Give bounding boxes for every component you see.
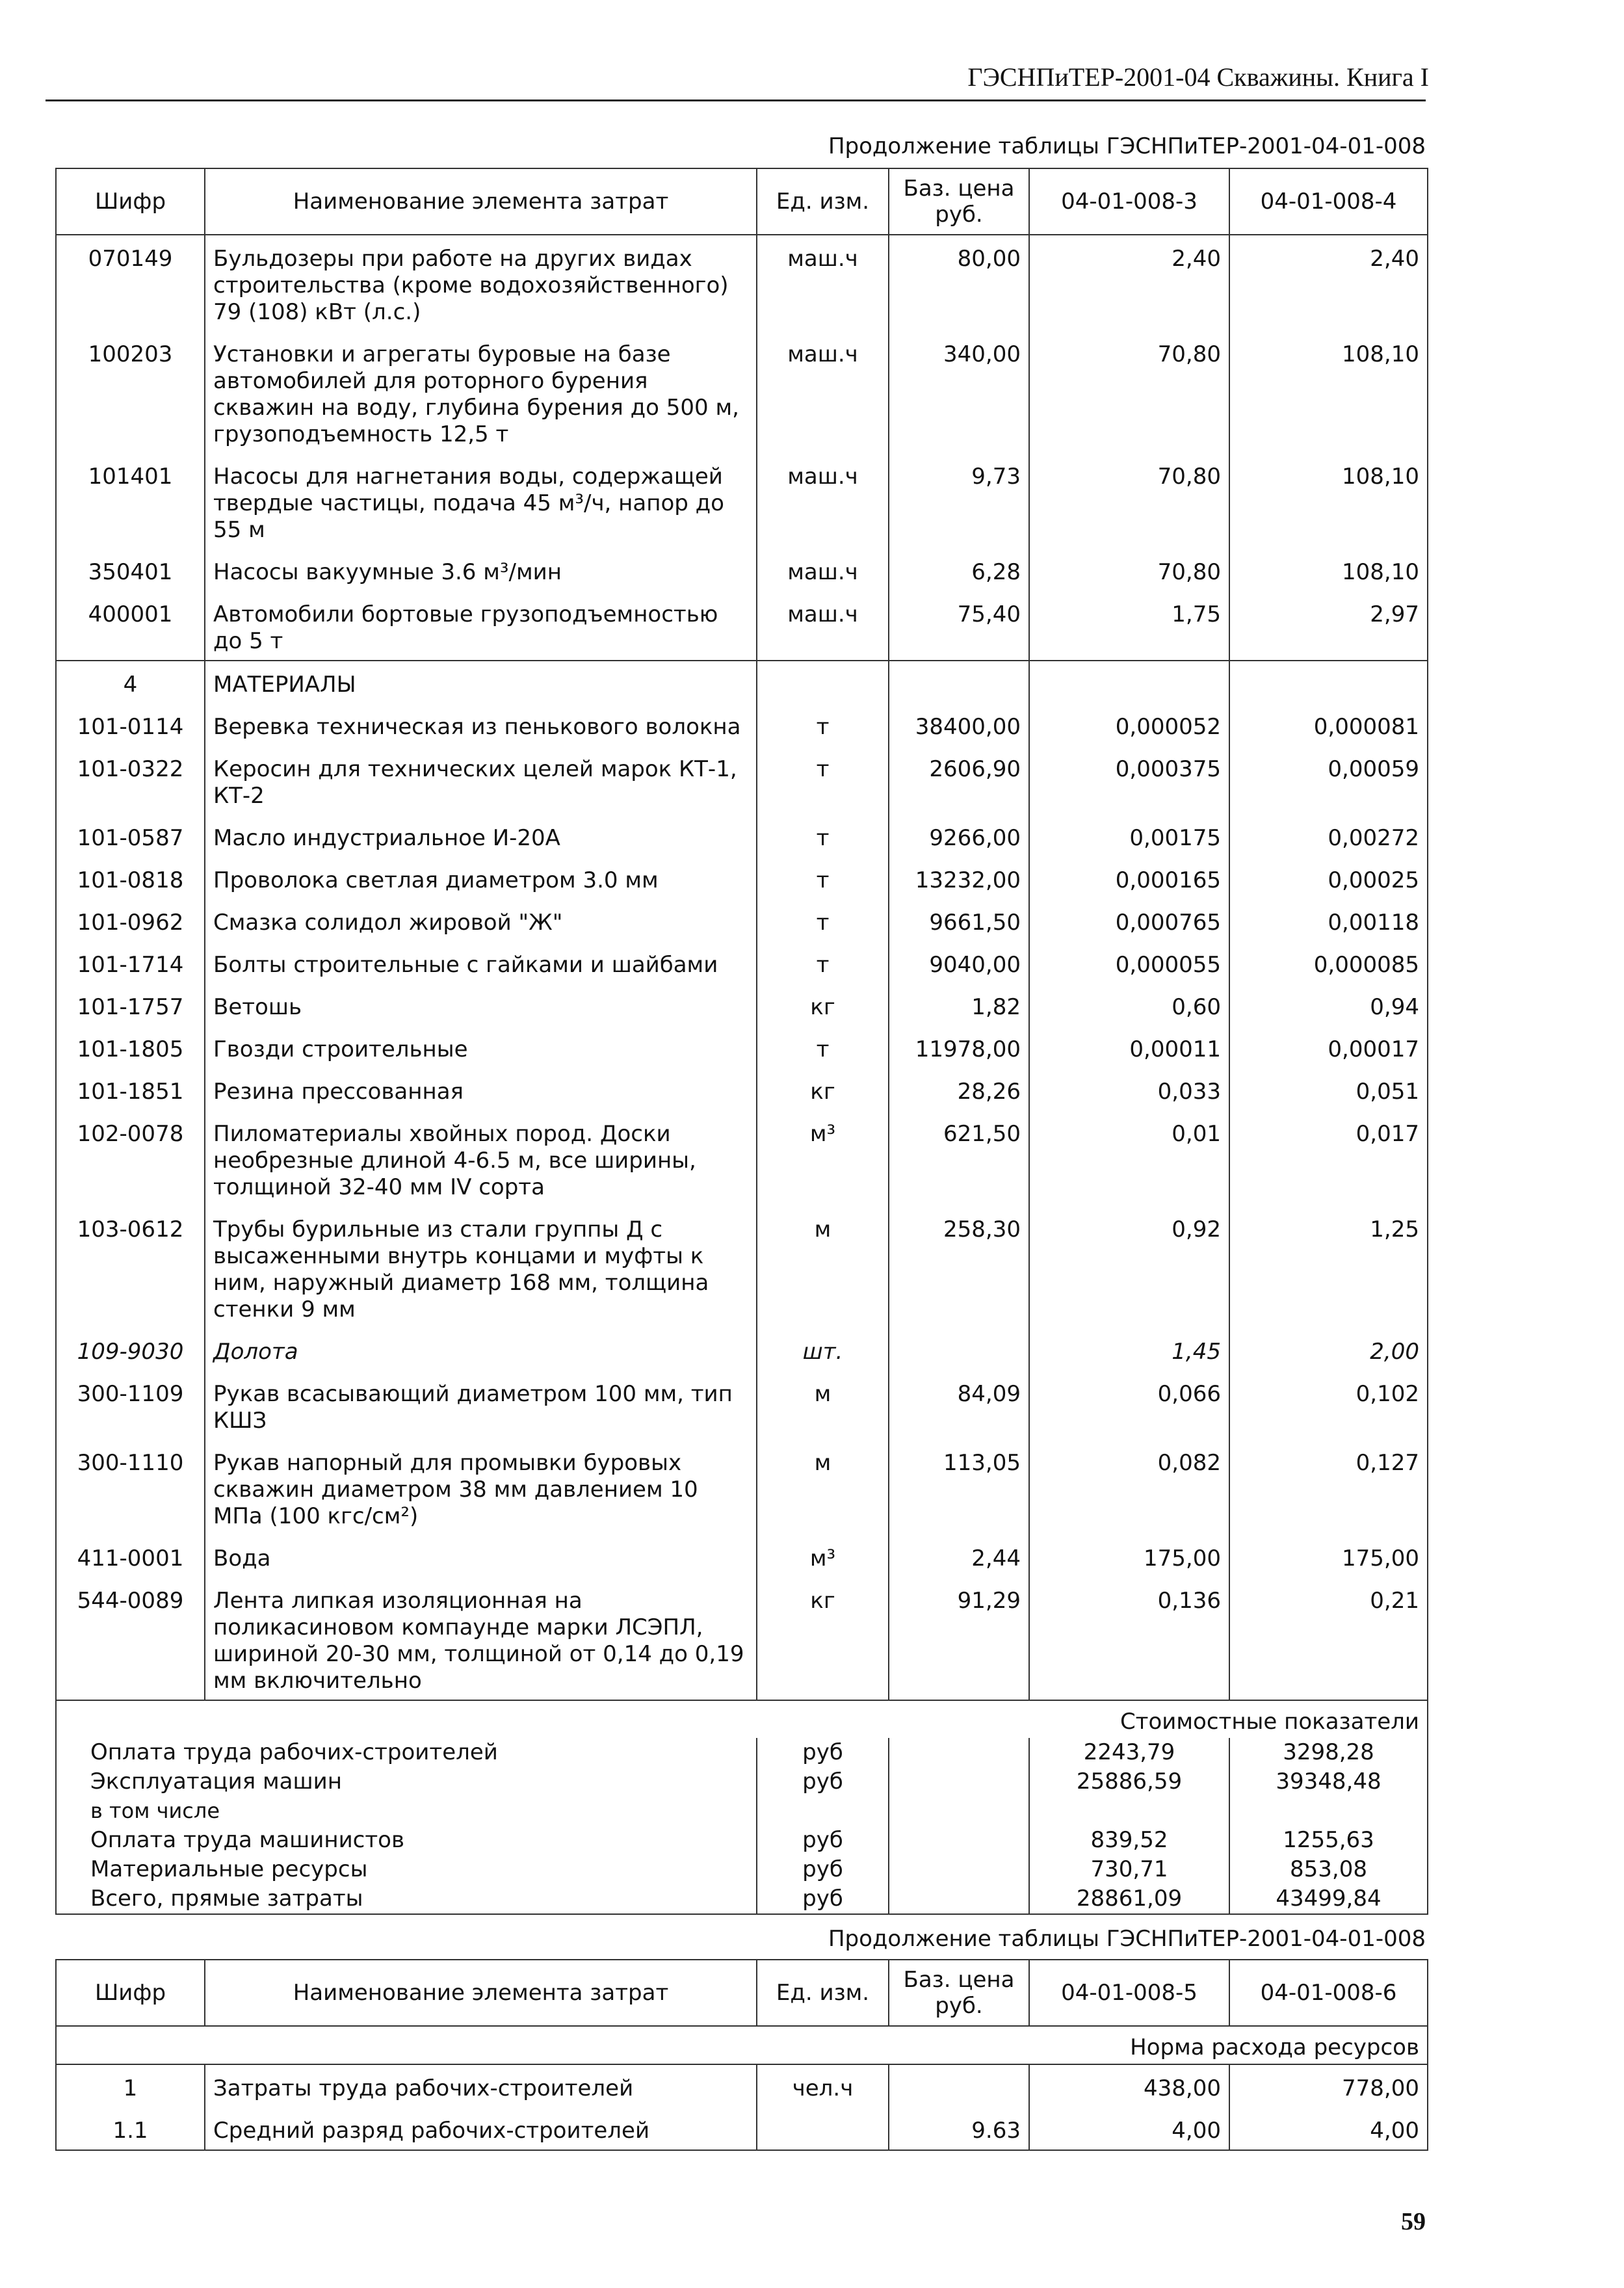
cost-unit: [757, 1796, 889, 1826]
row-name: Пиломатериалы хвойных пород. Доски необрезные длиной 4-6.5 м, все ширины, толщиной 32-40 мм IV сорта: [205, 1111, 757, 1206]
row-value-a: 0,033: [1029, 1068, 1229, 1111]
row-unit: маш.ч: [757, 331, 889, 453]
row-value-b: 2,97: [1229, 591, 1428, 661]
cost-unit: руб: [757, 1884, 889, 1914]
row-value-a: 0,60: [1029, 984, 1229, 1026]
row-name: Керосин для технических целей марок КТ-1, КТ-2: [205, 746, 757, 815]
row-value-a: 1,75: [1029, 591, 1229, 661]
row-value-a: 175,00: [1029, 1535, 1229, 1577]
row-value-b: 0,017: [1229, 1111, 1428, 1206]
row-name: Насосы вакуумные 3.6 м³/мин: [205, 549, 757, 591]
col-header-a: 04-01-008-5: [1029, 1960, 1229, 2026]
row-value-b: 175,00: [1229, 1535, 1428, 1577]
cost-price-empty: [889, 1884, 1029, 1914]
table-row: [56, 591, 1428, 661]
table-row: [56, 1535, 1428, 1577]
row-value-a: 0,01: [1029, 1111, 1229, 1206]
table-row: [56, 857, 1428, 899]
row-value-a: 1,45: [1029, 1328, 1229, 1371]
col-header-price: Баз. цена руб.: [889, 168, 1029, 235]
row-value-b: 0,00059: [1229, 746, 1428, 815]
table-row: [56, 1111, 1428, 1206]
row-value-a: 0,000165: [1029, 857, 1229, 899]
cost-row: [56, 1884, 1428, 1914]
cost-label: Оплата труда рабочих-строителей: [56, 1738, 757, 1767]
row-unit: м³: [757, 1535, 889, 1577]
row-price: [889, 2064, 1029, 2107]
row-value-b: 0,00272: [1229, 815, 1428, 857]
section-row: [56, 661, 1428, 703]
cost-unit: руб: [757, 1855, 889, 1884]
cost-row: [56, 1796, 1428, 1826]
row-code: 101-0322: [56, 746, 205, 815]
row-value-b: 0,21: [1229, 1577, 1428, 1700]
row-value-b: 0,000081: [1229, 703, 1428, 746]
row-value-b: 0,051: [1229, 1068, 1428, 1111]
material-rows: [56, 703, 1428, 1700]
section-name: МАТЕРИАЛЫ: [205, 661, 757, 703]
row-unit: т: [757, 703, 889, 746]
page-number: 59: [1401, 2208, 1426, 2235]
header-rule: [46, 99, 1426, 101]
row-code: 070149: [56, 235, 205, 331]
table-row: [56, 2064, 1428, 2107]
cost-value-b: 43499,84: [1229, 1884, 1428, 1914]
row-value-b: 0,127: [1229, 1440, 1428, 1535]
col-header-b: 04-01-008-6: [1229, 1960, 1428, 2026]
row-value-a: 0,000375: [1029, 746, 1229, 815]
row-value-a: 0,00175: [1029, 815, 1229, 857]
running-header: ГЭСНПиТЕР-2001-04 Скважины. Книга I: [967, 62, 1429, 92]
cost-label: Материальные ресурсы: [56, 1855, 757, 1884]
section-rows: [56, 661, 1428, 703]
row-price: 2,44: [889, 1535, 1029, 1577]
row-price: 11978,00: [889, 1026, 1029, 1068]
row-value-a: 0,000055: [1029, 941, 1229, 984]
table-row: [56, 1577, 1428, 1700]
row-value-a: 4,00: [1029, 2107, 1229, 2150]
row-unit: шт.: [757, 1328, 889, 1371]
col-header-unit: Ед. изм.: [757, 1960, 889, 2026]
row-name: Резина прессованная: [205, 1068, 757, 1111]
cost-label: Эксплуатация машин: [56, 1767, 757, 1796]
row-value-b: 1,25: [1229, 1206, 1428, 1328]
table-row: [56, 1440, 1428, 1535]
cost-price-empty: [889, 1767, 1029, 1796]
row-value-b: 0,94: [1229, 984, 1428, 1026]
row-value-a: 0,000052: [1029, 703, 1229, 746]
cost-rows: [56, 1700, 1428, 1914]
row-unit: м: [757, 1206, 889, 1328]
row-code: 100203: [56, 331, 205, 453]
table-row: [56, 235, 1428, 331]
cost-value-a: [1029, 1796, 1229, 1826]
table-row: [56, 1371, 1428, 1440]
cost-price-empty: [889, 1826, 1029, 1855]
row-value-b: 778,00: [1229, 2064, 1428, 2107]
row-price: 9.63: [889, 2107, 1029, 2150]
row-value-a: 2,40: [1029, 235, 1229, 331]
cost-price-empty: [889, 1855, 1029, 1884]
row-code: 101-1805: [56, 1026, 205, 1068]
row-name: Лента липкая изоляционная на поликасиновом компаунде марки ЛСЭПЛ, шириной 20-30 мм, толщиной от 0,14 до 0,19 мм включительно: [205, 1577, 757, 1700]
row-unit: кг: [757, 1068, 889, 1111]
table2-caption: Продолжение таблицы ГЭСНПиТЕР-2001-04-01-008: [828, 1926, 1426, 1952]
row-name: Рукав всасывающий диаметром 100 мм, тип КШЗ: [205, 1371, 757, 1440]
row-name: Ветошь: [205, 984, 757, 1026]
col-header-name: Наименование элемента затрат: [205, 1960, 757, 2026]
row-price: 621,50: [889, 1111, 1029, 1206]
row-name: Гвозди строительные: [205, 1026, 757, 1068]
cost-price-empty: [889, 1796, 1029, 1826]
col-header-code: Шифр: [56, 168, 205, 235]
row-unit: т: [757, 941, 889, 984]
row-unit: [757, 2107, 889, 2150]
table-row: [56, 1206, 1428, 1328]
row-code: 1.1: [56, 2107, 205, 2150]
table-row: [56, 453, 1428, 549]
table-row: [56, 1068, 1428, 1111]
row-unit: чел.ч: [757, 2064, 889, 2107]
table-row: [56, 899, 1428, 941]
row-value-b: 0,00118: [1229, 899, 1428, 941]
row-value-b: 108,10: [1229, 331, 1428, 453]
row-name: Рукав напорный для промывки буровых скважин диаметром 38 мм давлением 10 МПа (100 кгс/см²): [205, 1440, 757, 1535]
row-unit: м³: [757, 1111, 889, 1206]
row-value-b: 0,00025: [1229, 857, 1428, 899]
row-value-b: 108,10: [1229, 549, 1428, 591]
cost-value-b: 853,08: [1229, 1855, 1428, 1884]
table-row: [56, 331, 1428, 453]
cost-unit: руб: [757, 1767, 889, 1796]
row-unit: м: [757, 1440, 889, 1535]
row-price: 9040,00: [889, 941, 1029, 984]
cost-unit: руб: [757, 1738, 889, 1767]
table-row: [56, 815, 1428, 857]
norm-rows: [56, 2026, 1428, 2150]
col-header-name: Наименование элемента затрат: [205, 168, 757, 235]
row-unit: т: [757, 1026, 889, 1068]
row-value-a: 70,80: [1029, 549, 1229, 591]
row-code: 300-1110: [56, 1440, 205, 1535]
resource-table-2: [55, 1959, 1428, 2151]
row-value-a: 0,00011: [1029, 1026, 1229, 1068]
row-value-b: 0,102: [1229, 1371, 1428, 1440]
row-code: 101-0962: [56, 899, 205, 941]
row-name: Долота: [205, 1328, 757, 1371]
row-code: 101-0114: [56, 703, 205, 746]
row-code: 350401: [56, 549, 205, 591]
table-header-row: [56, 1960, 1428, 2026]
row-unit: маш.ч: [757, 235, 889, 331]
row-value-b: 0,00017: [1229, 1026, 1428, 1068]
cost-value-b: 3298,28: [1229, 1738, 1428, 1767]
row-code: 544-0089: [56, 1577, 205, 1700]
row-unit: маш.ч: [757, 591, 889, 661]
row-value-b: 4,00: [1229, 2107, 1428, 2150]
row-price: 258,30: [889, 1206, 1029, 1328]
row-value-a: 0,92: [1029, 1206, 1229, 1328]
cost-value-a: 2243,79: [1029, 1738, 1229, 1767]
row-code: 109-9030: [56, 1328, 205, 1371]
table-row: [56, 549, 1428, 591]
row-unit: т: [757, 815, 889, 857]
row-name: Бульдозеры при работе на других видах строительства (кроме водохозяйственного) 79 (108) кВт (л.с.): [205, 235, 757, 331]
row-value-a: 70,80: [1029, 453, 1229, 549]
row-name: Веревка техническая из пенькового волокна: [205, 703, 757, 746]
row-name: Проволока светлая диаметром 3.0 мм: [205, 857, 757, 899]
norm-caption: Норма расхода ресурсов: [1029, 2026, 1428, 2064]
cost-value-b: 39348,48: [1229, 1767, 1428, 1796]
cost-value-b: [1229, 1796, 1428, 1826]
row-code: 411-0001: [56, 1535, 205, 1577]
row-code: 400001: [56, 591, 205, 661]
row-name: Насосы для нагнетания воды, содержащей твердые частицы, подача 45 м³/ч, напор до 55 м: [205, 453, 757, 549]
row-value-b: 2,00: [1229, 1328, 1428, 1371]
row-code: 102-0078: [56, 1111, 205, 1206]
row-price: 9,73: [889, 453, 1029, 549]
row-unit: т: [757, 857, 889, 899]
row-price: [889, 1328, 1029, 1371]
row-name: Масло индустриальное И-20А: [205, 815, 757, 857]
row-name: Установки и агрегаты буровые на базе автомобилей для роторного бурения скважин на воду, глубина бурения до 500 м, грузоподъемность 12,5 т: [205, 331, 757, 453]
row-code: 101-1757: [56, 984, 205, 1026]
cost-price-empty: [889, 1738, 1029, 1767]
cost-caption: Стоимостные показатели: [1029, 1700, 1428, 1738]
cost-value-a: 730,71: [1029, 1855, 1229, 1884]
row-price: 91,29: [889, 1577, 1029, 1700]
row-code: 101-0587: [56, 815, 205, 857]
cost-value-a: 839,52: [1029, 1826, 1229, 1855]
row-unit: т: [757, 746, 889, 815]
row-value-a: 438,00: [1029, 2064, 1229, 2107]
cost-unit: руб: [757, 1826, 889, 1855]
cost-label: Всего, прямые затраты: [56, 1884, 757, 1914]
row-value-a: 0,066: [1029, 1371, 1229, 1440]
col-header-unit: Ед. изм.: [757, 168, 889, 235]
row-name: Затраты труда рабочих-строителей: [205, 2064, 757, 2107]
row-unit: м: [757, 1371, 889, 1440]
row-price: 113,05: [889, 1440, 1029, 1535]
cost-row: [56, 1767, 1428, 1796]
cost-label: Оплата труда машинистов: [56, 1826, 757, 1855]
row-price: 340,00: [889, 331, 1029, 453]
table-row: [56, 703, 1428, 746]
row-price: 2606,90: [889, 746, 1029, 815]
row-value-b: 108,10: [1229, 453, 1428, 549]
table-row: [56, 941, 1428, 984]
table-header-row: [56, 168, 1428, 235]
row-unit: маш.ч: [757, 549, 889, 591]
row-name: Автомобили бортовые грузоподъемностью до 5 т: [205, 591, 757, 661]
table-row: [56, 1328, 1428, 1371]
row-name: Вода: [205, 1535, 757, 1577]
table-row: [56, 2107, 1428, 2150]
table1-caption: Продолжение таблицы ГЭСНПиТЕР-2001-04-01-008: [828, 133, 1426, 159]
row-value-a: 70,80: [1029, 331, 1229, 453]
table-row: [56, 1026, 1428, 1068]
col-header-a: 04-01-008-3: [1029, 168, 1229, 235]
row-value-a: 0,082: [1029, 1440, 1229, 1535]
row-code: 101-1851: [56, 1068, 205, 1111]
row-price: 38400,00: [889, 703, 1029, 746]
row-code: 103-0612: [56, 1206, 205, 1328]
section-code: 4: [56, 661, 205, 703]
row-name: Трубы бурильные из стали группы Д с высаженными внутрь концами и муфты к ним, наружный диаметр 168 мм, толщина стенки 9 мм: [205, 1206, 757, 1328]
cost-value-b: 1255,63: [1229, 1826, 1428, 1855]
row-price: 9266,00: [889, 815, 1029, 857]
row-code: 101401: [56, 453, 205, 549]
row-code: 101-1714: [56, 941, 205, 984]
row-unit: маш.ч: [757, 453, 889, 549]
row-code: 101-0818: [56, 857, 205, 899]
col-header-price: Баз. цена руб.: [889, 1960, 1029, 2026]
row-price: 75,40: [889, 591, 1029, 661]
row-value-b: 0,000085: [1229, 941, 1428, 984]
col-header-b: 04-01-008-4: [1229, 168, 1428, 235]
cost-caption-row: [56, 1700, 1428, 1738]
row-unit: т: [757, 899, 889, 941]
row-price: 1,82: [889, 984, 1029, 1026]
row-price: 84,09: [889, 1371, 1029, 1440]
row-value-b: 2,40: [1229, 235, 1428, 331]
row-value-a: 0,000765: [1029, 899, 1229, 941]
row-price: 28,26: [889, 1068, 1029, 1111]
row-name: Средний разряд рабочих-строителей: [205, 2107, 757, 2150]
row-unit: кг: [757, 984, 889, 1026]
row-price: 6,28: [889, 549, 1029, 591]
cost-row: [56, 1826, 1428, 1855]
row-name: Болты строительные с гайками и шайбами: [205, 941, 757, 984]
col-header-code: Шифр: [56, 1960, 205, 2026]
row-code: 1: [56, 2064, 205, 2107]
row-price: 13232,00: [889, 857, 1029, 899]
cost-value-a: 28861,09: [1029, 1884, 1229, 1914]
resource-table-1: [55, 168, 1428, 1915]
row-unit: кг: [757, 1577, 889, 1700]
table-row: [56, 746, 1428, 815]
row-price: 9661,50: [889, 899, 1029, 941]
cost-row: [56, 1738, 1428, 1767]
cost-label: в том числе: [56, 1796, 757, 1826]
row-price: 80,00: [889, 235, 1029, 331]
table-row: [56, 984, 1428, 1026]
row-name: Смазка солидол жировой "Ж": [205, 899, 757, 941]
norm-caption-row: [56, 2026, 1428, 2064]
machine-rows: [56, 235, 1428, 661]
cost-row: [56, 1855, 1428, 1884]
row-code: 300-1109: [56, 1371, 205, 1440]
row-value-a: 0,136: [1029, 1577, 1229, 1700]
cost-value-a: 25886,59: [1029, 1767, 1229, 1796]
